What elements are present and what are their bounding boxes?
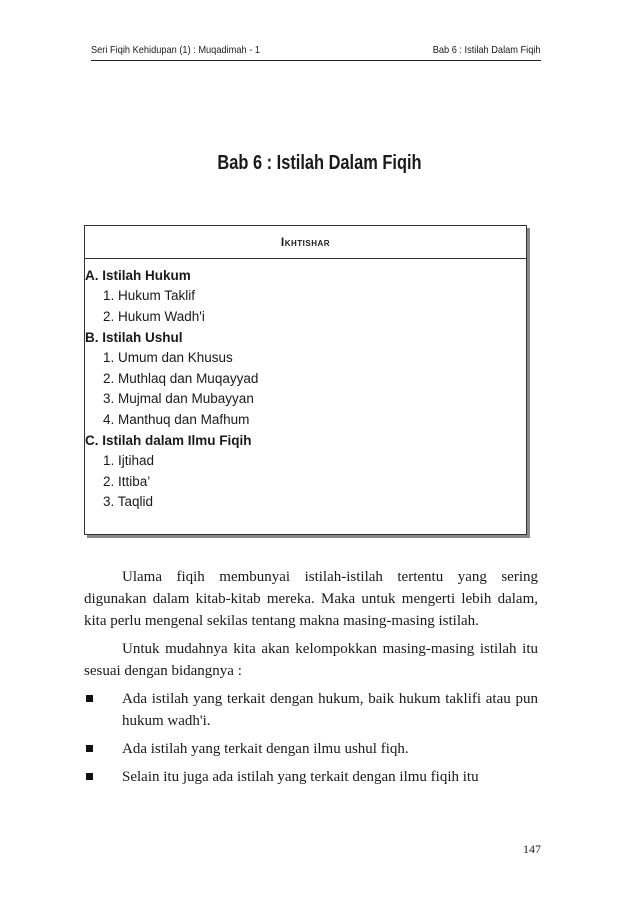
body-paragraph: Untuk mudahnya kita akan kelompokkan masing-masing istilah itu sesuai dengan bidangnya : — [84, 641, 538, 679]
summary-section: C. Istilah dalam Ilmu Fiqih — [85, 433, 252, 448]
bullet-item — [84, 766, 538, 788]
summary-item: 3. Taqlid — [103, 494, 154, 509]
summary-heading: Ikhtishar — [85, 226, 526, 259]
summary-item: 2. Muthlaq dan Muqayyad — [103, 370, 259, 386]
chapter-title-text: Bab 6 : Istilah Dalam Fiqih — [216, 152, 422, 174]
summary-box — [84, 225, 527, 535]
summary-item: 2. Ittiba’ — [103, 473, 151, 489]
body-paragraph: Ulama fiqih membunyai istilah-istilah tertentu yang sering digunakan dalam kitab-kitab mereka. Maka untuk mengerti lebih dalam, kita perlu mengenal sekilas tentang makna masing-masing istilah. — [84, 569, 538, 629]
bullet-item — [84, 688, 538, 732]
summary-item: 1. Umum dan Khusus — [103, 350, 233, 365]
summary-list — [85, 259, 526, 513]
bullet-item — [84, 738, 538, 760]
square-bullet-icon — [86, 745, 93, 752]
square-bullet-icon — [86, 773, 93, 780]
page-number: 147 — [523, 842, 541, 856]
summary-section: B. Istilah Ushul — [85, 330, 183, 345]
summary-item: 2. Hukum Wadh'i — [103, 308, 205, 324]
bullet-text: Selain itu juga ada istilah yang terkait dengan ilmu fiqih itu — [122, 769, 479, 785]
summary-item: 3. Mujmal dan Mubayyan — [103, 391, 254, 406]
bullet-text: Ada istilah yang terkait dengan ilmu ushul fiqh. — [122, 741, 409, 757]
running-header — [91, 44, 541, 61]
chapter-title — [0, 152, 638, 175]
header-book-title: Seri Fiqih Kehidupan (1) : Muqadimah - 1 — [91, 44, 260, 56]
summary-section: A. Istilah Hukum — [85, 268, 191, 283]
square-bullet-icon — [86, 695, 93, 702]
summary-item: 1. Ijtihad — [103, 453, 155, 468]
header-chapter: Bab 6 : Istilah Dalam Fiqih — [433, 44, 541, 56]
bullet-text: Ada istilah yang terkait dengan hukum, baik hukum taklifi atau pun hukum wadh'i. — [122, 691, 538, 729]
summary-item: 1. Hukum Taklif — [103, 288, 196, 303]
body-text — [84, 566, 538, 794]
summary-item: 4. Manthuq dan Mafhum — [103, 411, 250, 427]
